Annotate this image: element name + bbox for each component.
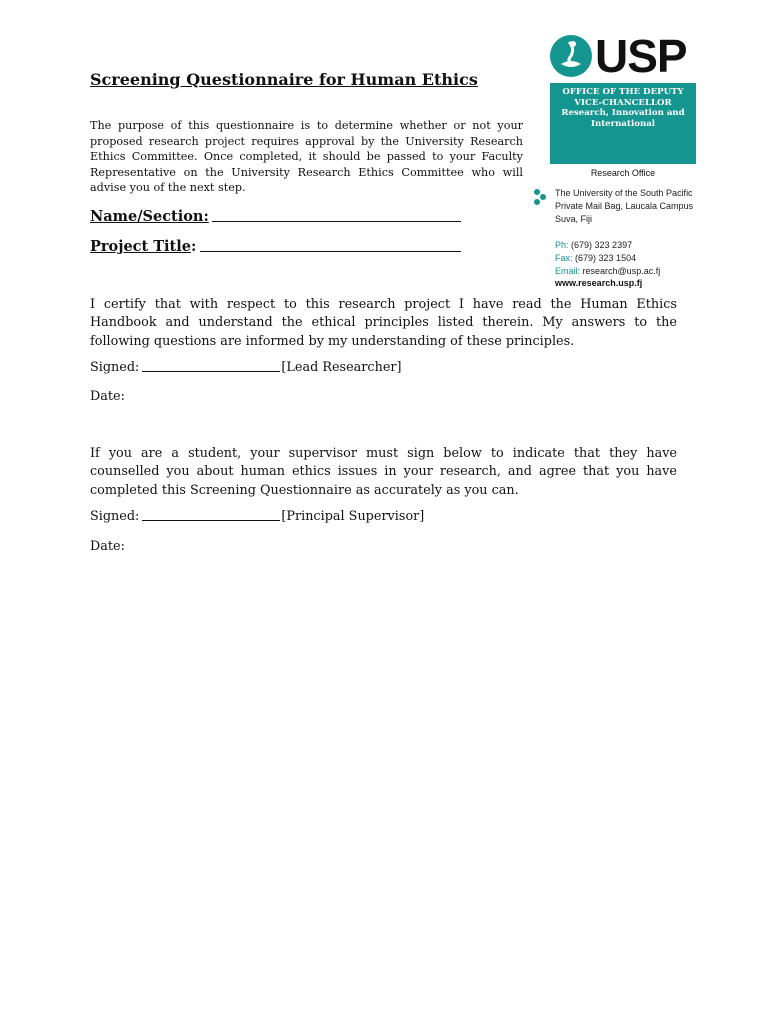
signed-label: Signed:	[90, 360, 140, 375]
website-link[interactable]: www.research.usp.fj	[555, 278, 643, 289]
lead-researcher-role: [Lead Researcher]	[281, 360, 402, 375]
project-title-colon: :	[191, 238, 197, 255]
address-block	[555, 187, 693, 225]
email-key: Email:	[555, 265, 581, 276]
lead-signature-row	[90, 360, 402, 375]
project-title-line	[200, 250, 461, 252]
research-office-label: Research Office	[590, 168, 656, 178]
name-section-label: Name/Section:	[90, 208, 209, 225]
usp-letterhead	[532, 30, 707, 289]
phone-line	[555, 239, 660, 252]
student-paragraph: If you are a student, your supervisor must sign below to indicate that they have counselled you about human ethics issues in your research, and agree that you have completed this Screening Questionnaire as accurately as you can.	[90, 446, 677, 498]
address-line: The University of the South Pacific	[555, 188, 693, 198]
office-line: International	[590, 118, 656, 129]
dots-icon	[532, 188, 548, 208]
office-line: OFFICE OF THE DEPUTY	[562, 87, 684, 97]
fax-key: Fax:	[555, 252, 573, 263]
date-label: Date:	[90, 389, 125, 404]
project-title-label: Project Title	[90, 238, 191, 255]
signed-label: Signed:	[90, 509, 140, 524]
name-section-field	[90, 208, 461, 225]
phone-value: (679) 323 2397	[571, 240, 633, 250]
signature-line	[142, 371, 280, 372]
address-line: Private Mail Bag, Laucala Campus	[555, 200, 694, 211]
date-label: Date:	[90, 539, 125, 554]
office-line: Research, Innovation and	[561, 108, 685, 119]
certify-paragraph: I certify that with respect to this research project I have read the Human Ethics Handbook and understand the ethical principles listed therein. My answers to the following questions are informed by my understanding of these principles.	[90, 297, 677, 349]
office-banner	[550, 83, 696, 164]
document-title: Screening Questionnaire for Human Ethics	[90, 70, 478, 89]
contact-block	[555, 239, 660, 290]
usp-emblem-icon	[549, 34, 593, 78]
principal-supervisor-role: [Principal Supervisor]	[281, 509, 425, 524]
phone-key: Ph:	[555, 240, 569, 250]
fax-value: (679) 323 1504	[575, 252, 637, 263]
name-section-line	[212, 220, 461, 222]
address-line: Suva, Fiji	[555, 213, 593, 224]
email-line	[555, 265, 660, 278]
office-line: VICE-CHANCELLOR	[574, 97, 672, 108]
fax-line	[555, 252, 660, 265]
intro-paragraph: The purpose of this questionnaire is to determine whether or not your proposed research project requires approval by the University Research Ethics Committee. Once completed, it should be passed to your Faculty Representative on the University Research Ethics Committee who will advise you of the next step.	[90, 119, 523, 194]
email-value: research@usp.ac.fj	[582, 265, 661, 276]
supervisor-signature-row	[90, 509, 424, 524]
project-title-field	[90, 238, 461, 255]
usp-wordmark: USP	[595, 30, 687, 82]
signature-line	[142, 520, 280, 521]
